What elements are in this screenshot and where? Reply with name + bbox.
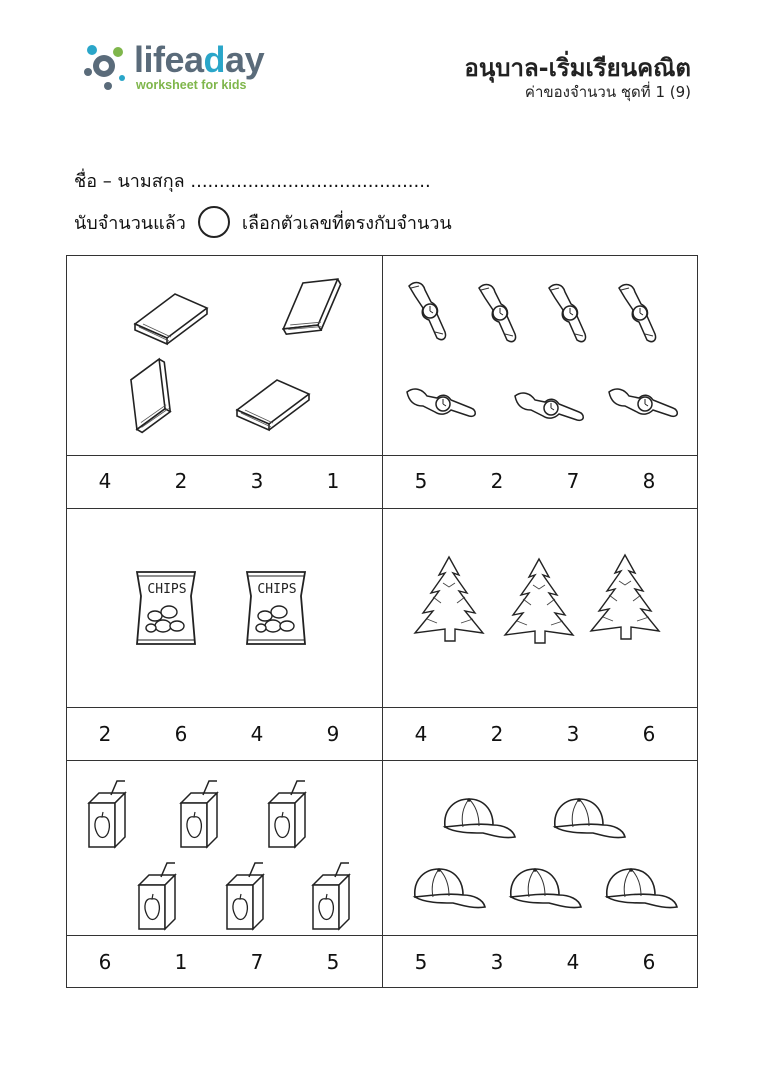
tree-icon bbox=[415, 557, 483, 641]
instruction bbox=[74, 206, 452, 238]
number-choice[interactable]: 2 bbox=[490, 722, 504, 746]
tree-icon bbox=[505, 559, 573, 643]
number-choice[interactable]: 2 bbox=[490, 469, 504, 493]
number-choice[interactable]: 2 bbox=[98, 722, 112, 746]
grid-divider bbox=[67, 935, 697, 936]
number-choice[interactable]: 5 bbox=[414, 469, 428, 493]
exercise-1-picture bbox=[67, 256, 382, 455]
chips-label: CHIPS bbox=[147, 582, 187, 597]
number-choice[interactable]: 7 bbox=[250, 950, 264, 974]
number-choice[interactable]: 6 bbox=[642, 950, 656, 974]
logo-wordmark: lifeaday bbox=[134, 39, 265, 80]
book-icon bbox=[237, 380, 309, 430]
cap-icon bbox=[511, 868, 581, 907]
number-choice[interactable]: 2 bbox=[174, 469, 188, 493]
exercise-grid bbox=[66, 255, 698, 988]
exercise-4-choices bbox=[383, 722, 687, 746]
exercise-2-picture bbox=[383, 256, 698, 455]
book-icon bbox=[268, 267, 355, 346]
grid-divider bbox=[67, 707, 697, 708]
watch-icon bbox=[407, 389, 475, 416]
number-choice[interactable]: 5 bbox=[414, 950, 428, 974]
cap-icon bbox=[445, 798, 515, 837]
number-choice[interactable]: 9 bbox=[326, 722, 340, 746]
worksheet-subtitle: ค่าของจำนวน ชุดที่ 1 (9) bbox=[524, 83, 691, 101]
watch-icon bbox=[479, 285, 516, 342]
cap-icon bbox=[555, 798, 625, 837]
exercise-2-choices bbox=[383, 469, 687, 493]
grid-divider bbox=[67, 455, 697, 456]
logo-tagline: worksheet for kids bbox=[136, 78, 247, 92]
watch-icon bbox=[609, 389, 677, 416]
exercise-6-choices bbox=[383, 950, 687, 974]
chips-label: CHIPS bbox=[257, 582, 297, 597]
number-choice[interactable]: 3 bbox=[566, 722, 580, 746]
tree-icon bbox=[591, 555, 659, 639]
number-choice[interactable]: 6 bbox=[98, 950, 112, 974]
watch-icon bbox=[515, 393, 583, 420]
juice-box-icon bbox=[89, 781, 125, 847]
instruction-text-after: เลือกตัวเลขที่ตรงกับจำนวน bbox=[241, 212, 452, 234]
number-choice[interactable]: 8 bbox=[642, 469, 656, 493]
number-choice[interactable]: 4 bbox=[98, 469, 112, 493]
number-choice[interactable]: 3 bbox=[250, 469, 264, 493]
juice-box-icon bbox=[269, 781, 305, 847]
exercise-3-choices bbox=[67, 722, 371, 746]
cap-icon bbox=[607, 868, 677, 907]
number-choice[interactable]: 1 bbox=[174, 950, 188, 974]
brand-logo bbox=[82, 38, 282, 98]
number-choice[interactable]: 3 bbox=[490, 950, 504, 974]
number-choice[interactable]: 1 bbox=[326, 469, 340, 493]
number-choice[interactable]: 5 bbox=[326, 950, 340, 974]
name-field-line: ชื่อ – นามสกุล .......................................... bbox=[74, 171, 431, 192]
circle-icon bbox=[198, 206, 230, 238]
number-choice[interactable]: 4 bbox=[250, 722, 264, 746]
number-choice[interactable]: 6 bbox=[642, 722, 656, 746]
cap-icon bbox=[415, 868, 485, 907]
number-choice[interactable]: 6 bbox=[174, 722, 188, 746]
number-choice[interactable]: 4 bbox=[414, 722, 428, 746]
exercise-5-picture bbox=[67, 761, 382, 935]
logo-icon bbox=[82, 38, 132, 98]
worksheet-title: อนุบาล-เริ่มเรียนคณิต bbox=[464, 54, 691, 82]
number-choice[interactable]: 7 bbox=[566, 469, 580, 493]
watch-icon bbox=[549, 285, 586, 342]
instruction-text-before: นับจำนวนแล้ว bbox=[74, 212, 186, 234]
exercise-6-picture bbox=[383, 761, 698, 935]
book-icon bbox=[111, 352, 190, 439]
exercise-1-choices bbox=[67, 469, 371, 493]
juice-box-icon bbox=[181, 781, 217, 847]
watch-icon bbox=[619, 285, 656, 342]
juice-box-icon bbox=[313, 863, 349, 929]
number-choice[interactable]: 4 bbox=[566, 950, 580, 974]
exercise-4-picture bbox=[383, 509, 698, 707]
juice-box-icon bbox=[139, 863, 175, 929]
watch-icon bbox=[409, 283, 446, 340]
exercise-3-picture bbox=[67, 509, 382, 707]
juice-box-icon bbox=[227, 863, 263, 929]
exercise-5-choices bbox=[67, 950, 371, 974]
book-icon bbox=[135, 294, 207, 344]
